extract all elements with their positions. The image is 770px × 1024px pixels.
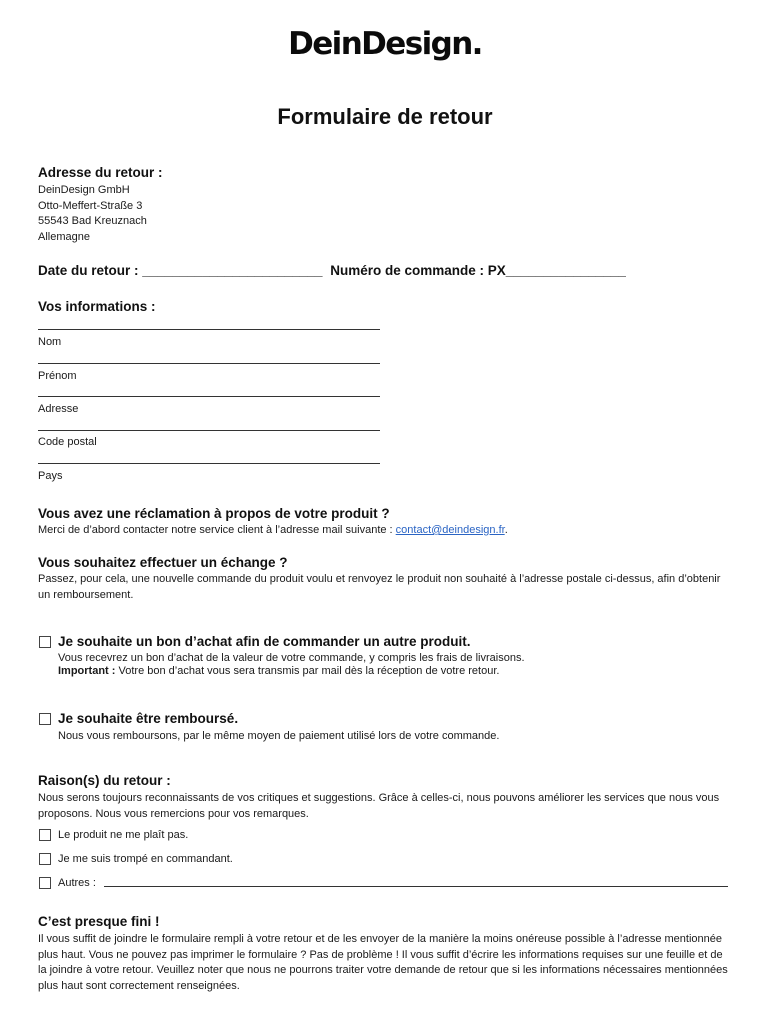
reasons-heading: Raison(s) du retour : [38, 773, 171, 788]
brand-logo: DeinDesign. [288, 26, 482, 62]
complaint-text [38, 523, 730, 539]
return-address-block [38, 183, 147, 245]
return-date-field[interactable]: Date du retour : ________________________ [38, 263, 323, 278]
voucher-checkbox[interactable] [39, 636, 51, 648]
reason-mistake-label: Je me suis trompé en commandant. [58, 853, 233, 865]
reason-other-label: Autres : [58, 877, 96, 889]
reason-other-input-line[interactable] [104, 886, 728, 887]
finish-text: Il vous suffit de joindre le formulaire rempli à votre retour et de les envoyer de la manière la moins onéreuse possible à l’adresse mentionnée plus haut. Vous ne pouvez pas imprimer le formulaire ? Pas de problème ! Il vous suffit d’écrire les informations requises sur une feuille et de la joindre à votre retour. Veuillez noter que nous ne pourrons traiter votre demande de retour que si les informations nécessaires mentionnées plus haut sont correctement renseignées. [38, 933, 728, 992]
address-input-line[interactable] [38, 396, 380, 397]
complaint-heading: Vous avez une réclamation à propos de votre produit ? [38, 506, 390, 521]
address-line-street: Otto-Meffert-Straße 3 [38, 199, 143, 212]
address-line-city: 55543 Bad Kreuznach [38, 215, 147, 227]
address-label: Adresse [38, 403, 79, 415]
reason-dislike-checkbox[interactable] [39, 829, 51, 841]
refund-option-text: Nous vous remboursons, par le même moyen de paiement utilisé lors de votre commande. [58, 730, 500, 742]
finish-heading: C’est presque fini ! [38, 914, 160, 929]
voucher-option-line1: Vous recevrez un bon d’achat de la valeur de votre commande, y compris les frais de livraisons. [58, 652, 525, 664]
firstname-input-line[interactable] [38, 363, 380, 364]
page-title: Formulaire de retour [277, 104, 493, 129]
firstname-label: Prénom [38, 370, 77, 382]
reason-mistake-checkbox[interactable] [39, 853, 51, 865]
address-line-company: DeinDesign GmbH [38, 184, 130, 196]
exchange-heading: Vous souhaitez effectuer un échange ? [38, 555, 288, 570]
address-line-country: Allemagne [38, 230, 90, 243]
postal-code-input-line[interactable] [38, 430, 380, 431]
reason-dislike-label: Le produit ne me plaît pas. [58, 829, 189, 841]
voucher-option-line2 [58, 664, 499, 678]
name-label: Nom [38, 336, 62, 348]
contact-email-link[interactable]: contact@deindesign.fr [395, 524, 505, 536]
important-text: Votre bon d’achat vous sera transmis par mail dès la réception de votre retour. [115, 665, 500, 677]
order-number-field[interactable]: Numéro de commande : PX________________ [330, 263, 626, 278]
voucher-option-title: Je souhaite un bon d’achat afin de commander un autre produit. [58, 634, 471, 649]
complaint-text-end: . [504, 524, 508, 536]
country-label: Pays [38, 470, 63, 482]
postal-code-label: Code postal [38, 436, 97, 448]
your-info-heading: Vos informations : [38, 299, 156, 314]
exchange-text: Passez, pour cela, une nouvelle commande du produit voulu et renvoyez le produit non souhaité à l’adresse postale ci-dessus, afin d’obtenir un remboursement. [38, 573, 721, 601]
refund-option-title: Je souhaite être remboursé. [58, 711, 239, 726]
reason-other-checkbox[interactable] [39, 877, 51, 889]
reasons-text: Nous serons toujours reconnaissants de vos critiques et suggestions. Grâce à celles-ci, nous pouvons améliorer les services que nous vous proposons. Nous vous remercions pour vos remarques. [38, 792, 720, 820]
important-label: Important : [58, 665, 116, 677]
date-order-line [38, 263, 626, 278]
complaint-text-body: Merci de d’abord contacter notre service client à l’adresse mail suivante : [38, 524, 396, 536]
return-address-heading: Adresse du retour : [38, 165, 163, 180]
refund-checkbox[interactable] [39, 713, 51, 725]
name-input-line[interactable] [38, 329, 380, 330]
country-input-line[interactable] [38, 463, 380, 464]
